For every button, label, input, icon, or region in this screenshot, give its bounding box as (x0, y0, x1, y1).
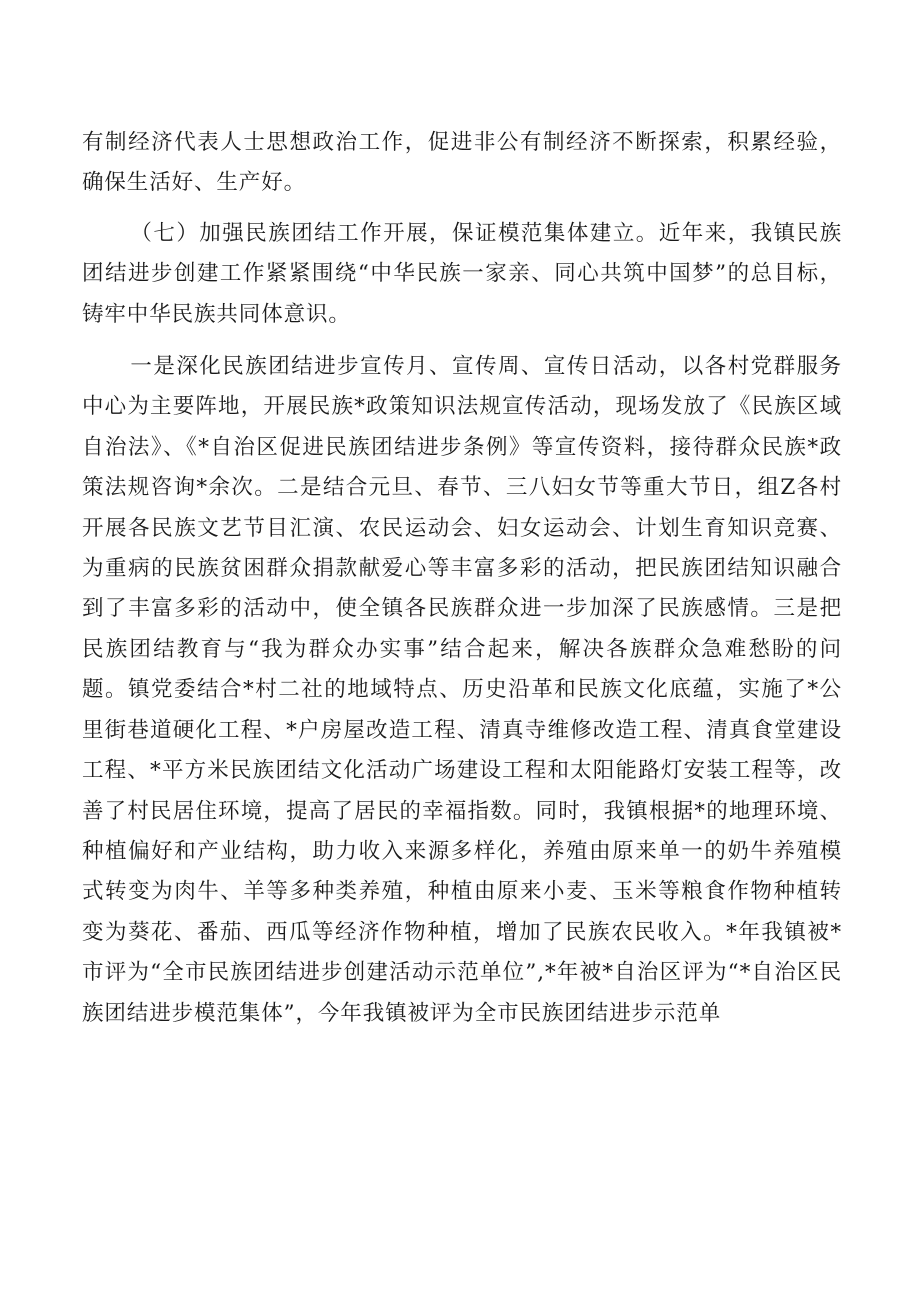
paragraph-continuation: 有制经济代表人士思想政治工作，促进非公有制经济不断探索，积累经验，确保生活好、生产好。 (82, 130, 842, 196)
paragraph-section-seven: （七）加强民族团结工作开展，保证模范集体建立。近年来，我镇民族团结进步创建工作紧紧围绕“中华民族一家亲、同心共筑中国梦”的总目标，铸牢中华民族共同体意识。 (82, 220, 842, 327)
document-body (82, 123, 842, 1034)
paragraph-measures: 一是深化民族团结进步宣传月、宣传周、宣传日活动，以各村党群服务中心为主要阵地，开展民族*政策知识法规宣传活动，现场发放了《民族区域自治法》、《*自治区促进民族团结进步条例》等宣传资料，接待群众民族*政策法规咨询*余次。二是结合元旦、春节、三八妇女节等重大节日，组Z各村开展各民族文艺节目汇演、农民运动会、妇女运动会、计划生育知识竞赛、为重病的民族贫困群众捐款献爱心等丰富多彩的活动，把民族团结知识融合到了丰富多彩的活动中，使全镇各民族群众进一步加深了民族感情。三是把民族团结教育与“我为群众办实事”结合起来，解决各族群众急难愁盼的问题。镇党委结合*村二社的地域特点、历史沿革和民族文化底蕴，实施了*公里街巷道硬化工程、*户房屋改造工程、清真寺维修改造工程、清真食堂建设工程、*平方米民族团结文化活动广场建设工程和太阳能路灯安装工程等，改善了村民居住环境，提高了居民的幸福指数。同时，我镇根据*的地理环境、种植偏好和产业结构，助力收入来源多样化，养殖由原来单一的奶牛养殖模式转变为肉牛、羊等多种类养殖，种植由原来小麦、玉米等粮食作物种植转变为葵花、番茄、西瓜等经济作物种植，增加了民族农民收入。*年我镇被*市评为“全市民族团结进步创建活动示范单位”,*年被*自治区评为“*自治区民族团结进步模范集体”，今年我镇被评为全市民族团结进步示范单 (82, 354, 842, 1026)
